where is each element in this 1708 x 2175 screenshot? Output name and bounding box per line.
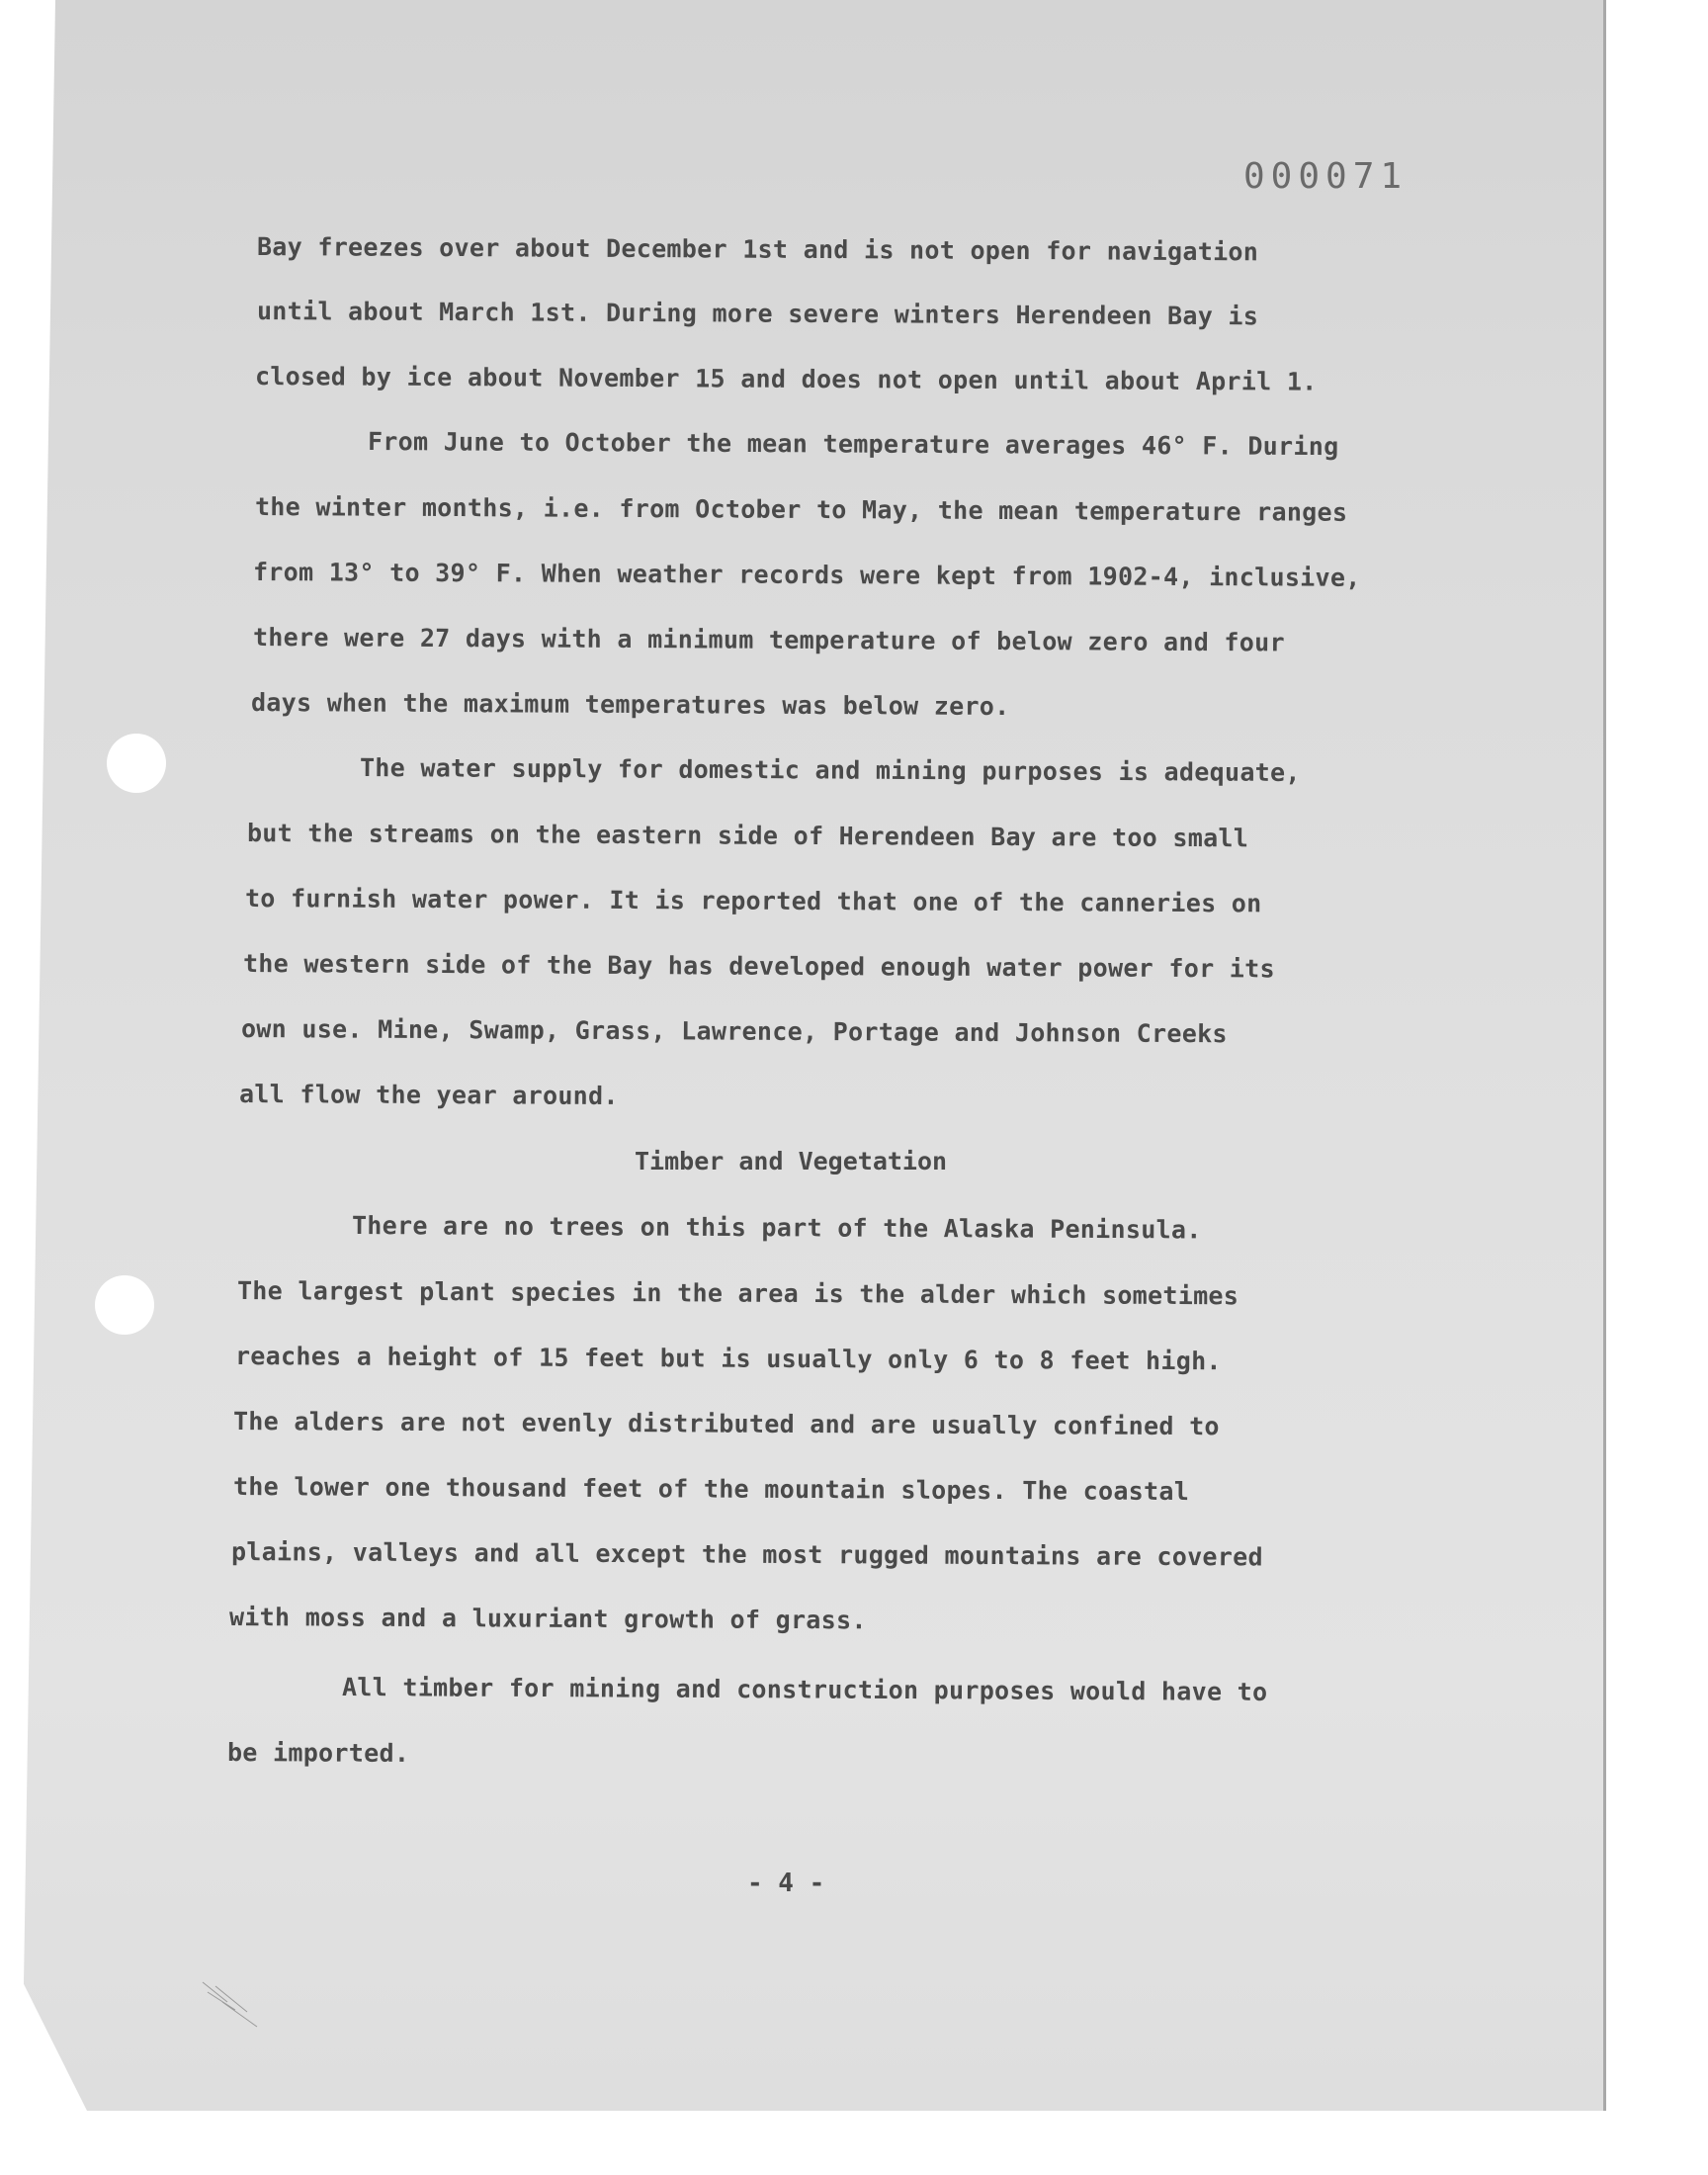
- paragraph-2-line-1: From June to October the mean temperature averages 46° F. During: [367, 427, 1339, 462]
- paragraph-3-line-1: The water supply for domestic and mining purposes is adequate,: [359, 753, 1301, 787]
- document-number: 000071: [1243, 156, 1409, 197]
- pencil-smudge-mark: [198, 1972, 277, 2042]
- paragraph-4-line-7: with moss and a luxuriant growth of grass.: [228, 1603, 867, 1635]
- paragraph-3-line-6: all flow the year around.: [238, 1080, 619, 1111]
- paragraph-1-line-3: closed by ice about November 15 and does not open until about April 1.: [254, 362, 1318, 396]
- paragraph-3-line-3: to furnish water power. It is reported that one of the canneries on: [244, 884, 1262, 918]
- paragraph-4-line-2: The largest plant species in the area is the alder which sometimes: [236, 1276, 1239, 1311]
- paragraph-4-line-3: reaches a height of 15 feet but is usually only 6 to 8 feet high.: [234, 1342, 1222, 1376]
- paragraph-4-line-1: There are no trees on this part of the Alaska Peninsula.: [351, 1211, 1202, 1245]
- paragraph-1-line-1: Bay freezes over about December 1st and is not open for navigation: [256, 232, 1259, 267]
- paper-edge: [1603, 0, 1606, 2111]
- paragraph-2-line-3: from 13° to 39° F. When weather records were kept from 1902-4, inclusive,: [252, 558, 1361, 592]
- punch-hole-top: [107, 734, 166, 793]
- punch-hole-bottom: [95, 1275, 154, 1335]
- paragraph-5-line-2: be imported.: [226, 1738, 410, 1768]
- paragraph-5-line-1: All timber for mining and construction purposes would have to: [341, 1673, 1268, 1706]
- paragraph-3-line-4: the western side of the Bay has developed enough water power for its: [242, 949, 1275, 984]
- paragraph-2-line-4: there were 27 days with a minimum temperature of below zero and four: [252, 623, 1285, 657]
- paragraph-3-line-5: own use. Mine, Swamp, Grass, Lawrence, Portage and Johnson Creeks: [240, 1014, 1228, 1049]
- paragraph-4-line-5: the lower one thousand feet of the mountain slopes. The coastal: [232, 1472, 1190, 1507]
- paragraph-2-line-5: days when the maximum temperatures was below zero.: [250, 688, 1010, 722]
- paragraph-4-line-6: plains, valleys and all except the most rugged mountains are covered: [230, 1537, 1263, 1572]
- paragraph-4-line-4: The alders are not evenly distributed and are usually confined to: [232, 1407, 1220, 1441]
- paragraph-1-line-2: until about March 1st. During more severe winters Herendeen Bay is: [256, 297, 1259, 331]
- section-heading: Timber and Vegetation: [635, 1147, 948, 1175]
- paragraph-3-line-2: but the streams on the eastern side of Herendeen Bay are too small: [246, 819, 1249, 853]
- paragraph-2-line-2: the winter months, i.e. from October to May, the mean temperature ranges: [254, 492, 1348, 527]
- page-number: - 4 -: [747, 1869, 825, 1898]
